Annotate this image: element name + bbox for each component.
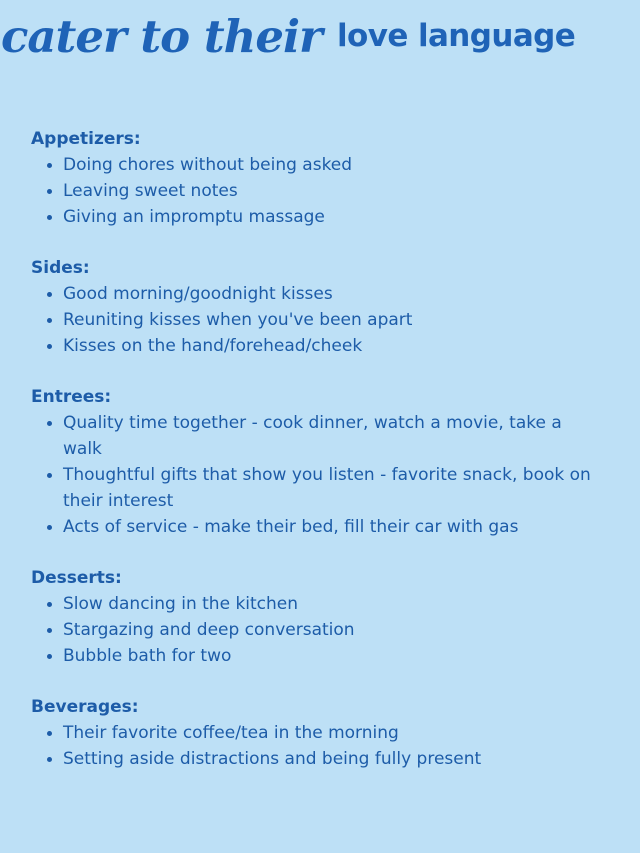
section-heading: Beverages: (31, 697, 139, 717)
item-list (31, 281, 591, 359)
item-list (31, 410, 591, 540)
list-item-text: Their favorite coffee/tea in the morning (63, 723, 399, 743)
list-item (31, 462, 591, 514)
bullet-icon (47, 344, 52, 349)
bullet-icon (47, 318, 52, 323)
section-entrees (31, 385, 591, 540)
list-item (31, 152, 591, 178)
list-item (31, 410, 591, 462)
list-item (31, 643, 591, 669)
item-list (31, 152, 591, 230)
list-item-text: Acts of service - make their bed, fill their car with gas (63, 517, 519, 537)
list-item (31, 746, 591, 772)
section-appetizers (31, 127, 591, 230)
title-bold-text: love language (337, 18, 576, 54)
list-item-text: Setting aside distractions and being fully present (63, 749, 482, 769)
list-item (31, 333, 591, 359)
list-item (31, 204, 591, 230)
item-list (31, 720, 591, 772)
bullet-icon (47, 292, 52, 297)
bullet-icon (47, 654, 52, 659)
bullet-icon (47, 473, 52, 478)
page-title (0, 0, 640, 96)
section-heading: Desserts: (31, 568, 122, 588)
list-item-text: Good morning/goodnight kisses (63, 284, 333, 304)
bullet-icon (47, 628, 52, 633)
list-item-text: Slow dancing in the kitchen (63, 594, 299, 614)
list-item (31, 307, 591, 333)
list-item (31, 720, 591, 746)
section-sides (31, 256, 591, 359)
list-item-text: Stargazing and deep conversation (63, 620, 355, 640)
list-item-text: Thoughtful gifts that show you listen - favorite snack, book on their interest (63, 465, 591, 511)
list-item-text: Quality time together - cook dinner, watch a movie, take a walk (63, 413, 562, 459)
section-heading: Entrees: (31, 387, 112, 407)
list-item-text: Giving an impromptu massage (63, 207, 325, 227)
section-heading: Appetizers: (31, 129, 141, 149)
bullet-icon (47, 731, 52, 736)
title-script-text: cater to their (1, 10, 322, 63)
bullet-icon (47, 421, 52, 426)
list-item (31, 281, 591, 307)
item-list (31, 591, 591, 669)
bullet-icon (47, 215, 52, 220)
list-item-text: Reuniting kisses when you've been apart (63, 310, 413, 330)
list-item (31, 617, 591, 643)
list-item (31, 178, 591, 204)
list-item-text: Doing chores without being asked (63, 155, 353, 175)
bullet-icon (47, 163, 52, 168)
bullet-icon (47, 525, 52, 530)
bullet-icon (47, 757, 52, 762)
section-heading: Sides: (31, 258, 90, 278)
bullet-icon (47, 602, 52, 607)
list-item (31, 591, 591, 617)
list-item (31, 514, 591, 540)
list-item-text: Kisses on the hand/forehead/cheek (63, 336, 363, 356)
section-beverages (31, 695, 591, 772)
bullet-icon (47, 189, 52, 194)
list-item-text: Leaving sweet notes (63, 181, 238, 201)
love-language-menu (31, 127, 591, 798)
list-item-text: Bubble bath for two (63, 646, 232, 666)
section-desserts (31, 566, 591, 669)
